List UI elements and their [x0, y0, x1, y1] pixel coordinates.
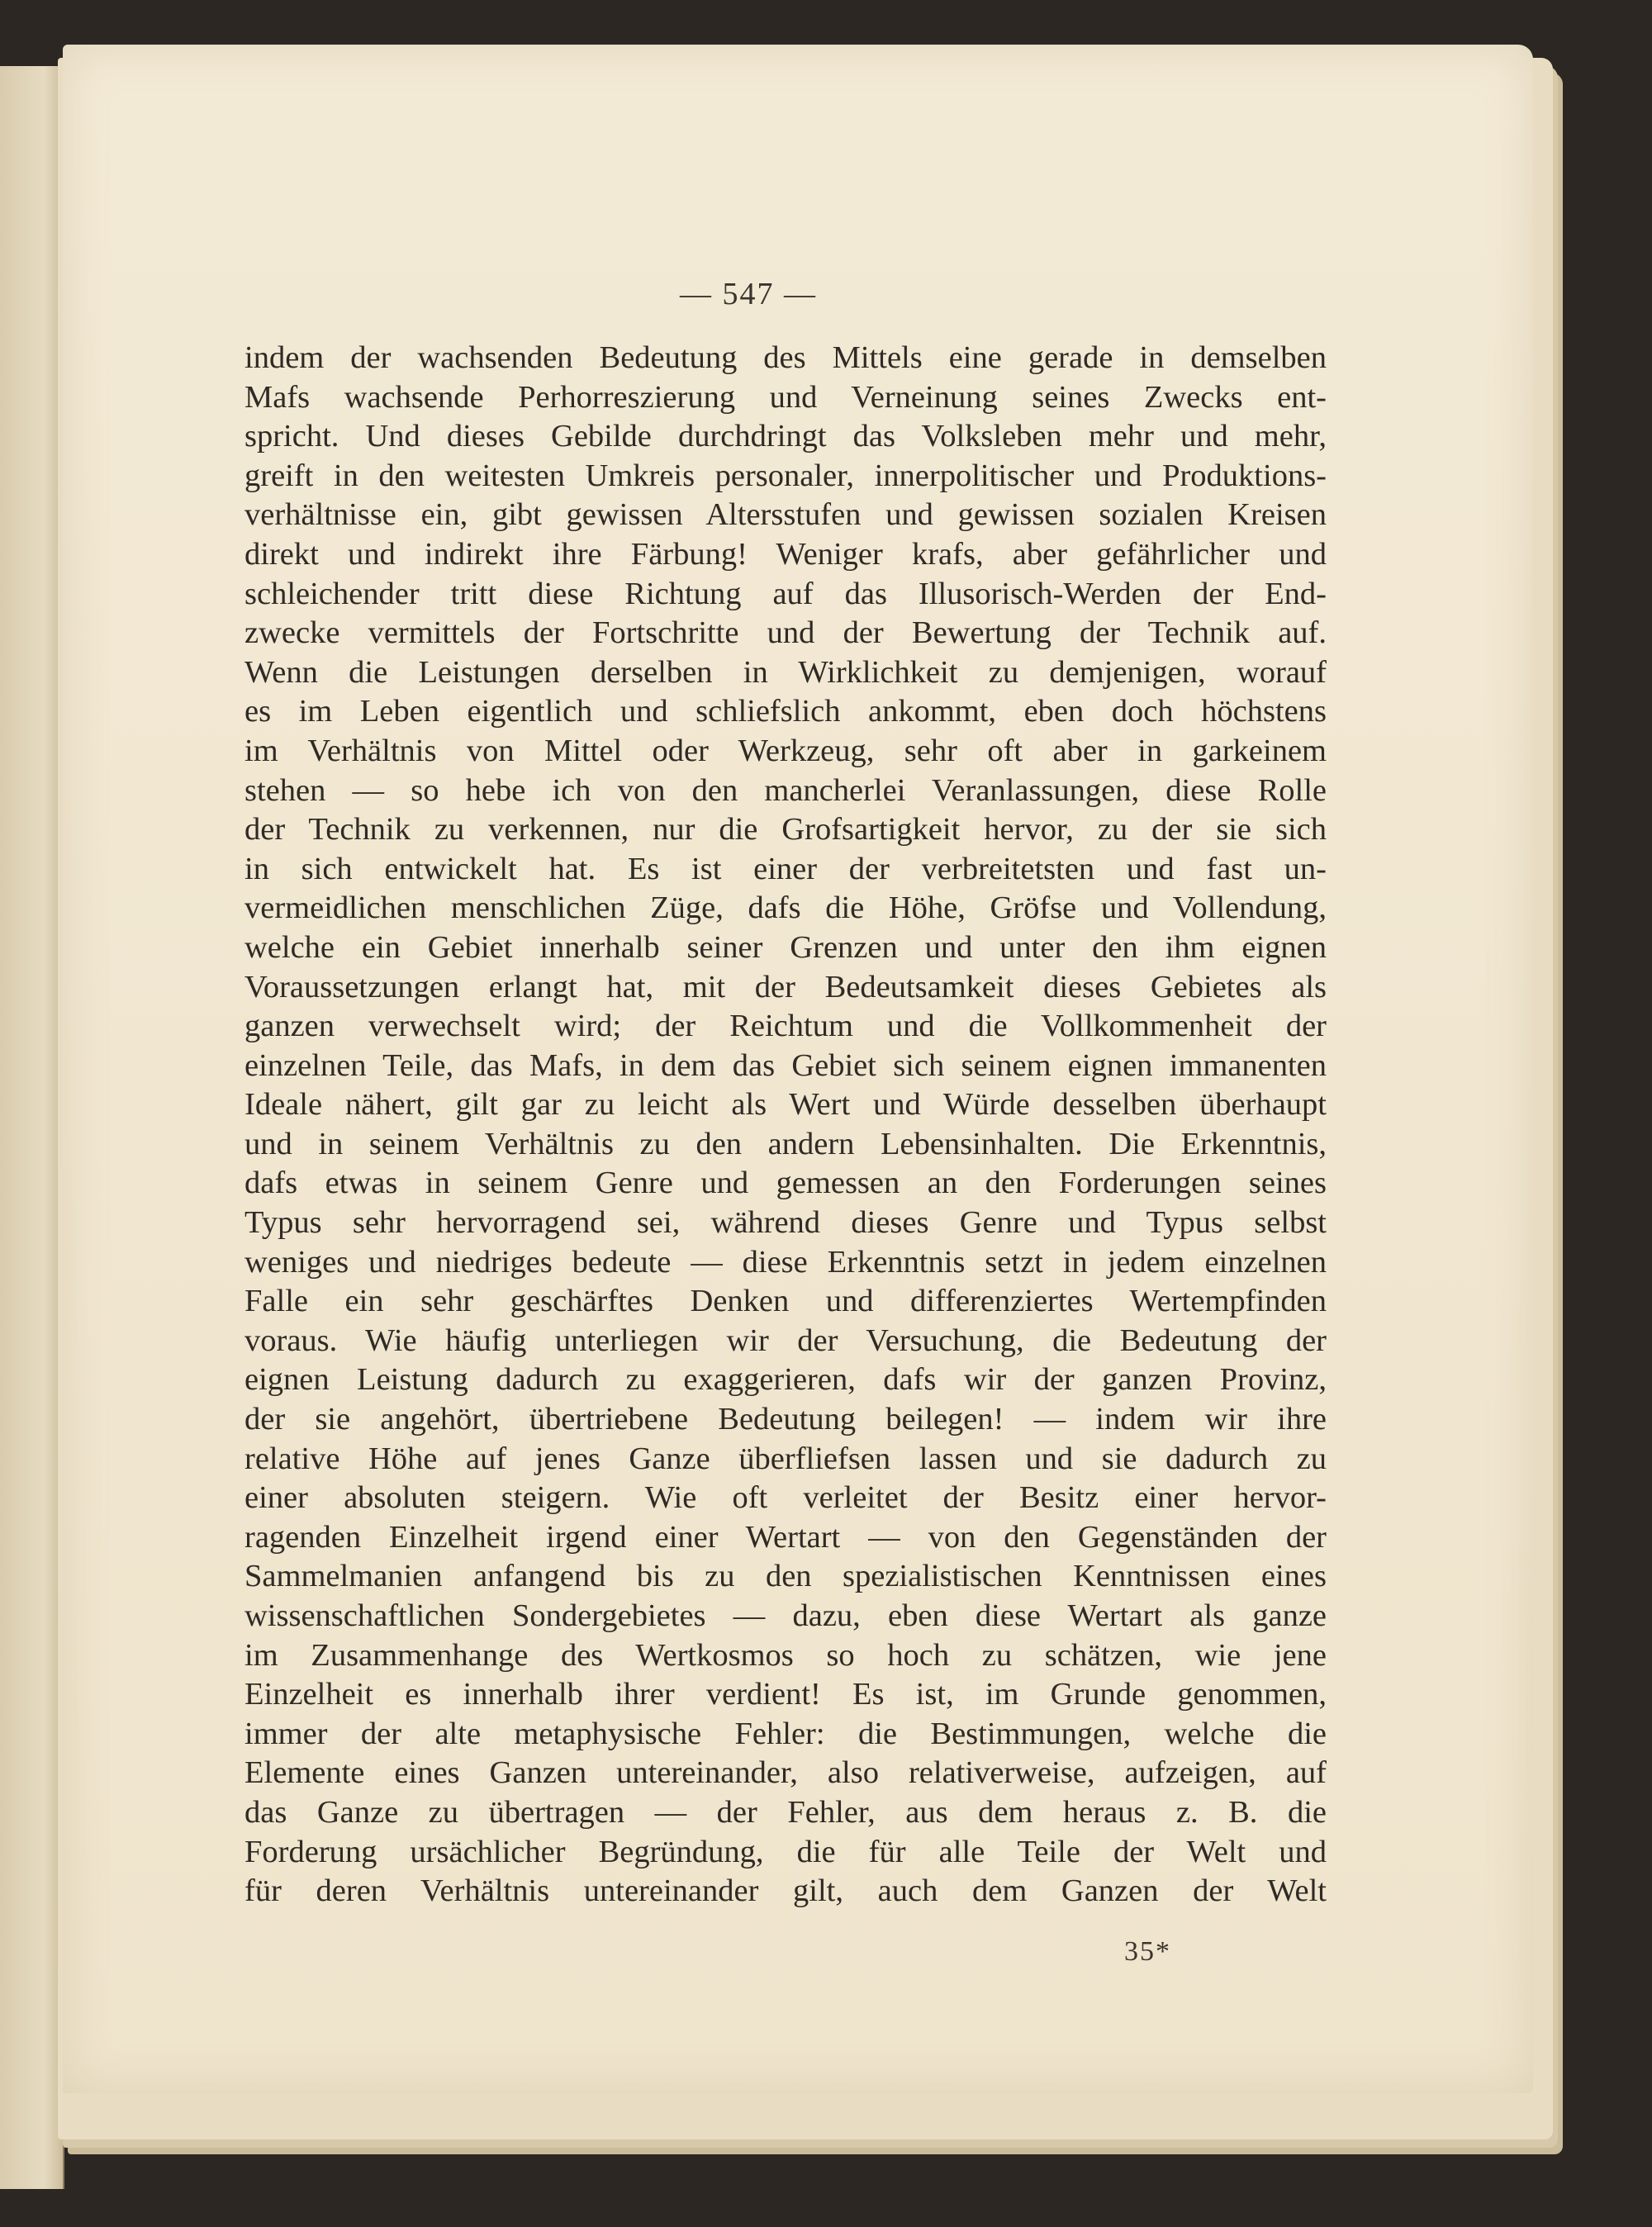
text-line: Falle ein sehr geschärftes Denken und differenziertes Wertempfinden: [244, 1284, 1327, 1319]
text-line: direkt und indirekt ihre Färbung! Weniger krafs, aber gefährlicher und: [244, 536, 1327, 572]
text-line: Wenn die Leistungen derselben in Wirklichkeit zu demjenigen, worauf: [244, 654, 1327, 690]
text-line: vermeidlichen menschlichen Züge, dafs die Höhe, Gröfse und Vollendung,: [244, 890, 1327, 926]
text-line: spricht. Und dieses Gebilde durchdringt das Volksleben mehr und mehr,: [244, 419, 1327, 454]
text-line: ganzen verwechselt wird; der Reichtum und die Vollkommenheit der: [244, 1009, 1327, 1044]
page-number: — 547 —: [680, 277, 817, 311]
text-line: greift in den weitesten Umkreis personaler, innerpolitischer und Produktions-: [244, 458, 1327, 493]
text-line: es im Leben eigentlich und schliefslich ankommt, eben doch höchstens: [244, 694, 1327, 729]
text-line: einer absoluten steigern. Wie oft verleitet der Besitz einer hervor-: [244, 1480, 1327, 1516]
text-line: Ideale nähert, gilt gar zu leicht als Wert und Würde desselben überhaupt: [244, 1087, 1327, 1123]
text-line: relative Höhe auf jenes Ganze überfliefsen lassen und sie dadurch zu: [244, 1441, 1327, 1476]
text-line: weniges und niedriges bedeute — diese Erkenntnis setzt in jedem einzelnen: [244, 1244, 1327, 1280]
text-line: stehen — so hebe ich von den mancherlei Veranlassungen, diese Rolle: [244, 772, 1327, 808]
text-line: dafs etwas in seinem Genre und gemessen an den Forderungen seines: [244, 1166, 1327, 1201]
text-line: Mafs wachsende Perhorreszierung und Verneinung seines Zwecks ent-: [244, 379, 1327, 415]
text-line: im Verhältnis von Mittel oder Werkzeug, sehr oft aber in garkeinem: [244, 733, 1327, 768]
book-page: [63, 45, 1533, 2093]
signature-mark: 35*: [1124, 1936, 1171, 1967]
body-text: [244, 339, 1327, 1911]
text-line: Elemente eines Ganzen untereinander, also relativerweise, aufzeigen, auf: [244, 1755, 1327, 1791]
text-line: welche ein Gebiet innerhalb seiner Grenzen und unter den ihm eignen: [244, 929, 1327, 965]
text-line: in sich entwickelt hat. Es ist einer der verbreitetsten und fast un-: [244, 851, 1327, 886]
text-line: Voraussetzungen erlangt hat, mit der Bedeutsamkeit dieses Gebietes als: [244, 969, 1327, 1004]
text-line: Typus sehr hervorragend sei, während dieses Genre und Typus selbst: [244, 1205, 1327, 1241]
text-line: der Technik zu verkennen, nur die Grofsartigkeit hervor, zu der sie sich: [244, 812, 1327, 848]
left-page-edge: [0, 66, 64, 2189]
text-line: schleichender tritt diese Richtung auf das Illusorisch-Werden der End-: [244, 576, 1327, 611]
text-line: indem der wachsenden Bedeutung des Mittels eine gerade in demselben: [244, 340, 1327, 375]
text-line: und in seinem Verhältnis zu den andern Lebensinhalten. Die Erkenntnis,: [244, 1126, 1327, 1161]
text-line: Sammelmanien anfangend bis zu den spezialistischen Kenntnissen eines: [244, 1559, 1327, 1594]
text-line: das Ganze zu übertragen — der Fehler, aus dem heraus z. B. die: [244, 1794, 1327, 1830]
text-line: einzelnen Teile, das Mafs, in dem das Gebiet sich seinem eignen immanenten: [244, 1047, 1327, 1083]
text-line: Einzelheit es innerhalb ihrer verdient! Es ist, im Grunde genommen,: [244, 1677, 1327, 1712]
text-line: eignen Leistung dadurch zu exaggerieren, dafs wir der ganzen Provinz,: [244, 1362, 1327, 1398]
text-line: voraus. Wie häufig unterliegen wir der Versuchung, die Bedeutung der: [244, 1322, 1327, 1358]
text-line: verhältnisse ein, gibt gewissen Altersstufen und gewissen sozialen Kreisen: [244, 497, 1327, 533]
text-line: Forderung ursächlicher Begründung, die für alle Teile der Welt und: [244, 1834, 1327, 1869]
text-line: der sie angehört, übertriebene Bedeutung beilegen! — indem wir ihre: [244, 1402, 1327, 1437]
text-line: zwecke vermittels der Fortschritte und der Bewertung der Technik auf.: [244, 615, 1327, 651]
text-line: für deren Verhältnis untereinander gilt, auch dem Ganzen der Welt: [244, 1873, 1327, 1909]
text-line: im Zusammenhange des Wertkosmos so hoch zu schätzen, wie jene: [244, 1637, 1327, 1673]
text-line: ragenden Einzelheit irgend einer Wertart — von den Gegenständen der: [244, 1519, 1327, 1555]
text-line: immer der alte metaphysische Fehler: die Bestimmungen, welche die: [244, 1716, 1327, 1751]
text-line: wissenschaftlichen Sondergebietes — dazu, eben diese Wertart als ganze: [244, 1598, 1327, 1633]
